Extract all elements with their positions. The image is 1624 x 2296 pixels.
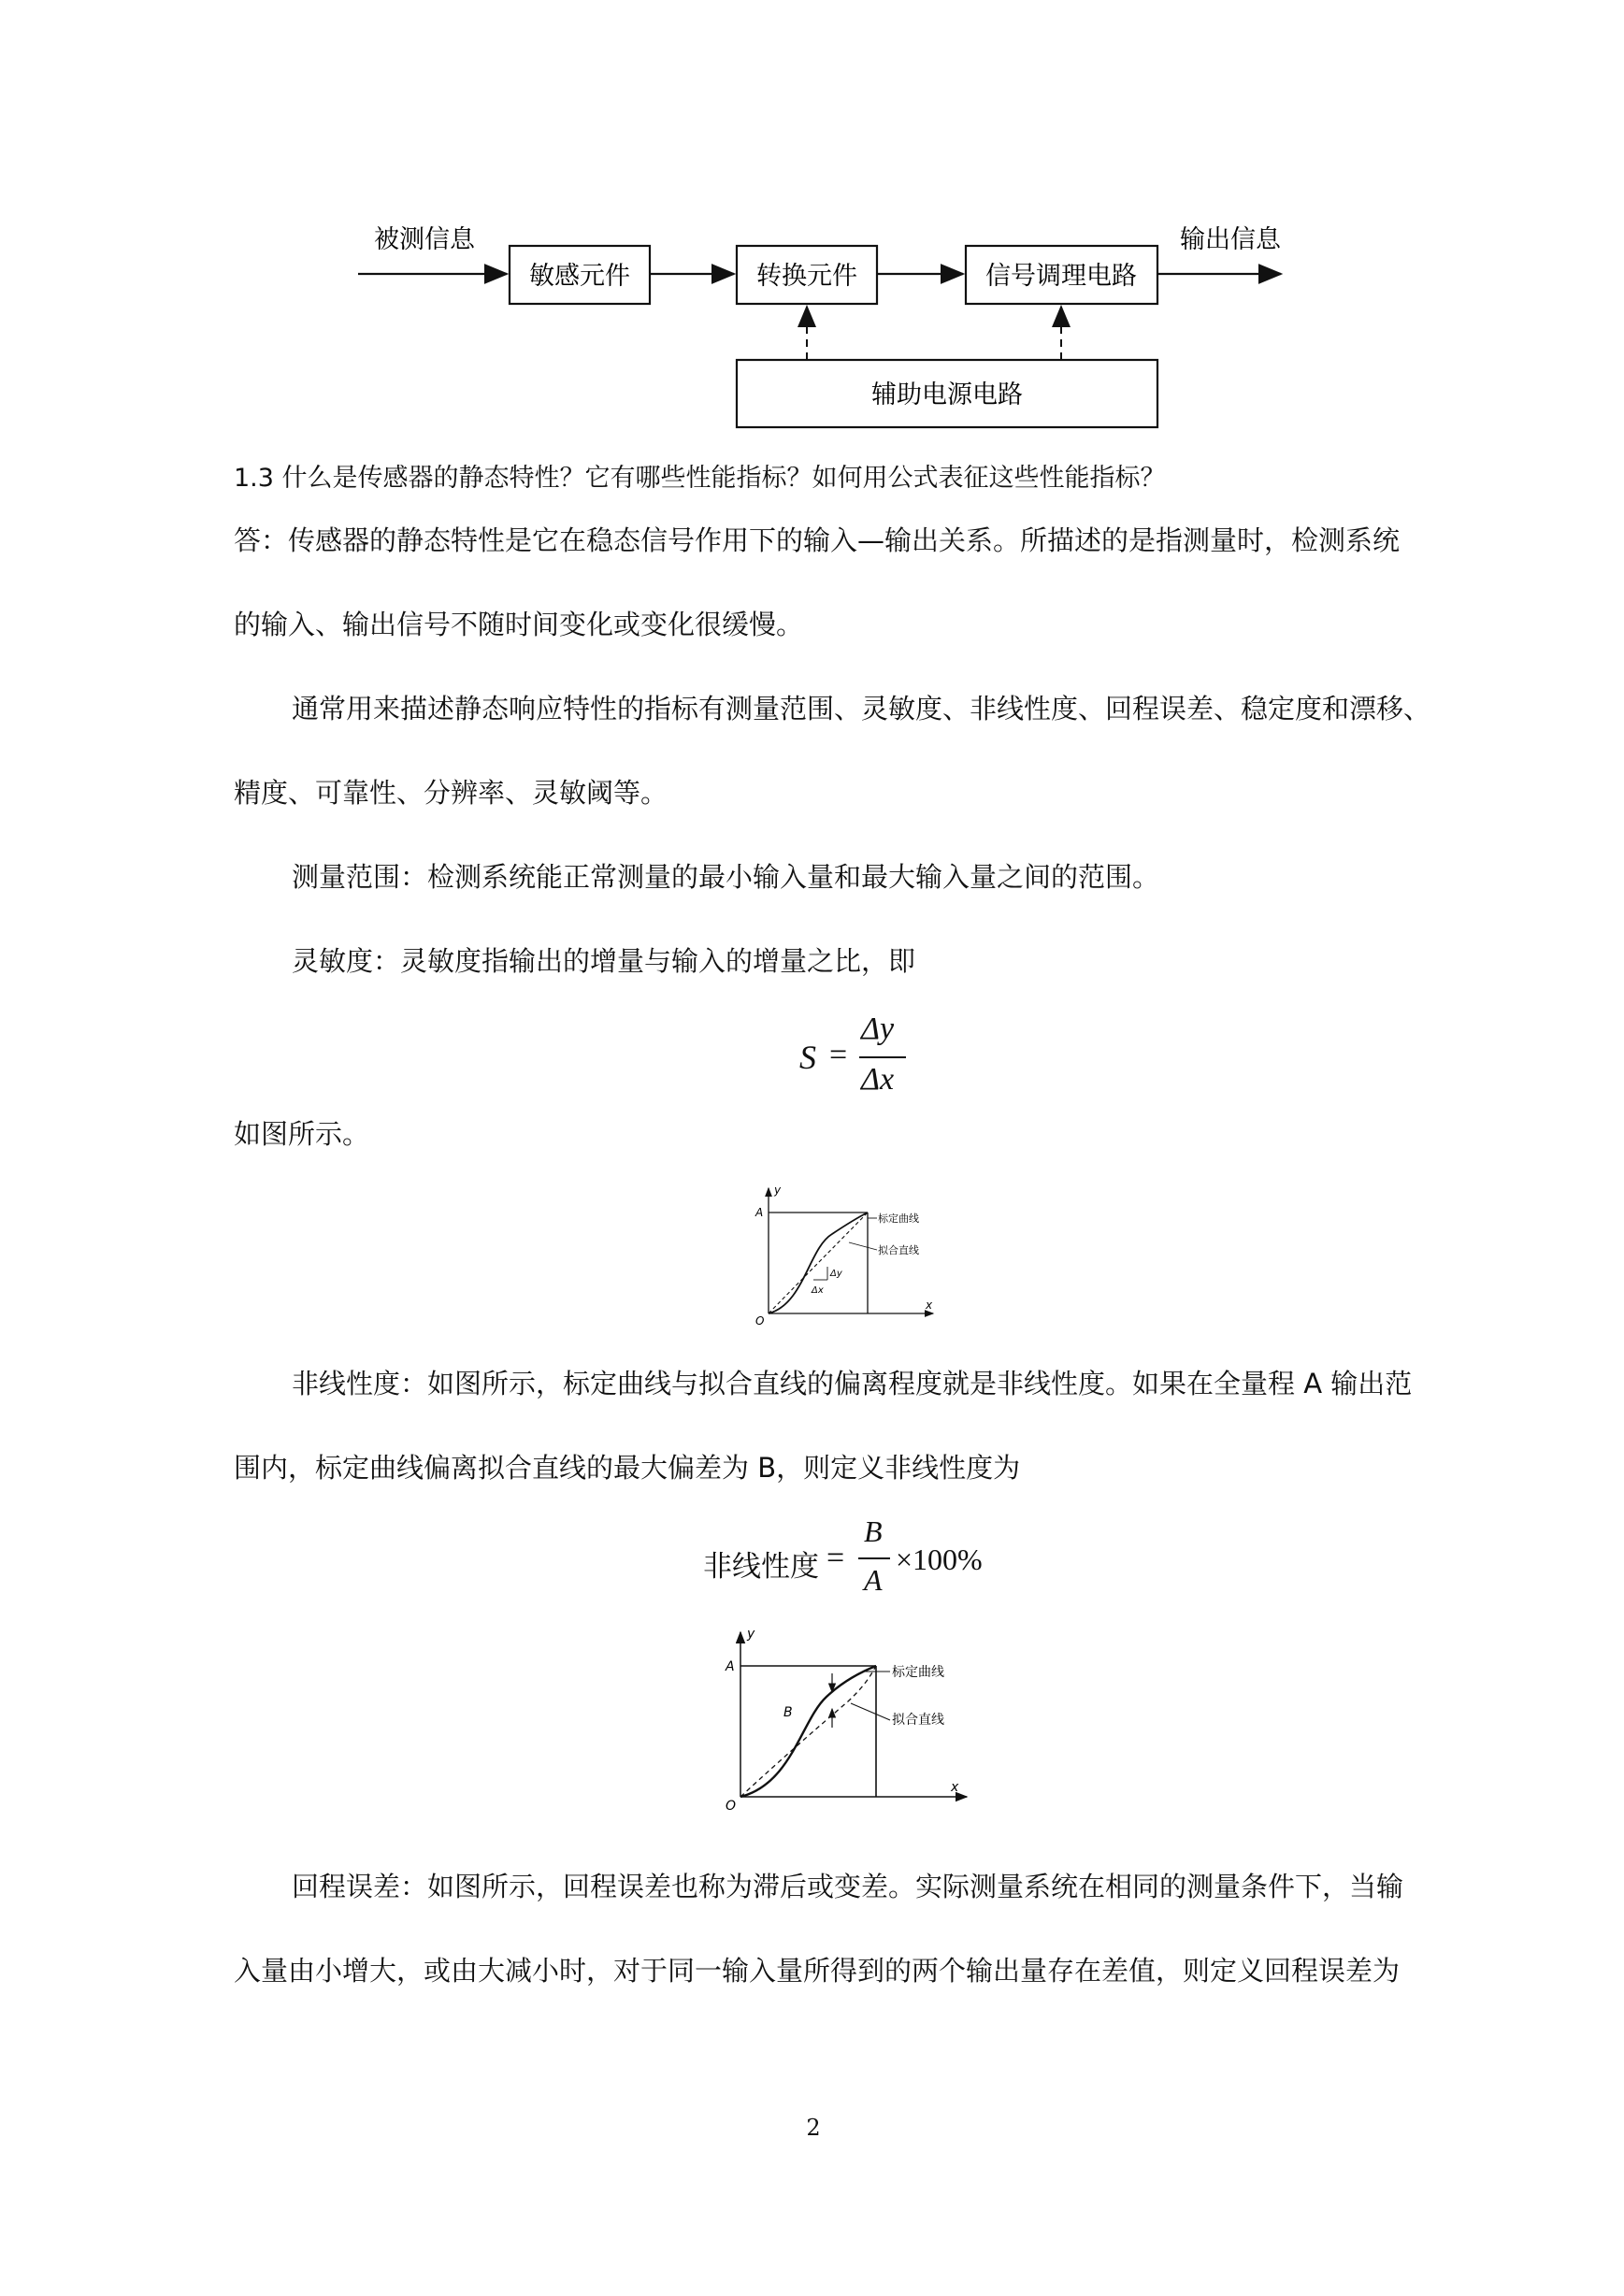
output-label: 输出信息 — [1180, 225, 1281, 254]
fig2-y-label: y — [747, 1627, 755, 1642]
fig2-calibration-curve — [740, 1666, 876, 1797]
fig2-line-leader — [851, 1703, 890, 1720]
fig1-curve-label: 标定曲线 — [878, 1213, 919, 1225]
nonlinearity-figure — [722, 1627, 974, 1814]
fig1-x-label: x — [926, 1299, 933, 1312]
formula2-percent: ×100% — [896, 1543, 983, 1576]
fig1-y-label: y — [774, 1184, 782, 1197]
fig2-curve-label: 标定曲线 — [892, 1665, 944, 1680]
formula2-equals: = — [826, 1541, 845, 1575]
measurement-range-definition: 测量范围：检测系统能正常测量的最小输入量和最大输入量之间的范围。 — [292, 861, 1160, 893]
fig1-line-leader — [849, 1242, 877, 1250]
fig2-fitted-line — [740, 1666, 876, 1797]
nonlinearity-line-2: 围内，标定曲线偏离拟合直线的最大偏差为 B，则定义非线性度为 — [234, 1452, 1021, 1484]
formula2-numerator: B — [864, 1514, 883, 1548]
block-diagram — [346, 210, 1309, 439]
formula2-lhs: 非线性度 — [703, 1550, 819, 1584]
sensitivity-formula — [799, 1012, 912, 1105]
indicators-line-1: 通常用来描述静态响应特性的指标有测量范围、灵敏度、非线性度、回程误差、稳定度和漂移、 — [292, 693, 1431, 725]
sensitivity-figure — [748, 1183, 944, 1327]
sensitivity-definition: 灵敏度：灵敏度指输出的增量与输入的增量之比，即 — [292, 945, 916, 977]
fig1-origin-label: O — [755, 1314, 765, 1327]
nonlinearity-formula — [703, 1514, 1012, 1608]
fig2-x-label: x — [951, 1780, 959, 1795]
nonlinearity-line-1: 非线性度：如图所示，标定曲线与拟合直线的偏离程度就是非线性度。如果在全量程 A 输出范 — [292, 1368, 1413, 1399]
fig1-A-label: A — [755, 1206, 764, 1219]
formula1-numerator: Δy — [861, 1012, 895, 1046]
box-conversion-element-label: 转换元件 — [756, 262, 857, 291]
hysteresis-line-1: 回程误差：如图所示，回程误差也称为滞后或变差。实际测量系统在相同的测量条件下，当输 — [292, 1871, 1404, 1902]
formula1-equals: = — [829, 1038, 848, 1072]
formula1-lhs: S — [799, 1039, 816, 1076]
box-power-supply-label: 辅助电源电路 — [871, 380, 1023, 409]
formula2-denominator: A — [864, 1563, 883, 1597]
fig2-B-label: B — [783, 1705, 793, 1720]
formula1-denominator: Δx — [861, 1062, 895, 1097]
box-sensing-element-label: 敏感元件 — [529, 262, 630, 291]
input-label: 被测信息 — [374, 225, 475, 254]
answer-line-2: 的输入、输出信号不随时间变化或变化很缓慢。 — [234, 609, 804, 640]
fig2-line-label: 拟合直线 — [892, 1713, 944, 1728]
box-signal-conditioning-label: 信号调理电路 — [985, 262, 1137, 291]
fig1-line-label: 拟合直线 — [878, 1244, 919, 1256]
indicators-line-2: 精度、可靠性、分辨率、灵敏阈等。 — [234, 777, 668, 809]
as-shown-text: 如图所示。 — [234, 1118, 370, 1150]
fig2-origin-label: O — [726, 1799, 737, 1814]
formula1-fraction-bar — [859, 1056, 906, 1058]
fig2-A-label: A — [726, 1659, 735, 1674]
fig1-dx-label: Δx — [812, 1285, 824, 1296]
answer-line-1: 答：传感器的静态特性是它在稳态信号作用下的输入—输出关系。所描述的是指测量时，检测系统 — [234, 524, 1401, 556]
hysteresis-line-2: 入量由小增大，或由大减小时，对于同一输入量所得到的两个输出量存在差值，则定义回程误差为 — [234, 1955, 1401, 1987]
formula2-fraction-bar — [858, 1557, 890, 1559]
question-1-3: 1.3 什么是传感器的静态特性？它有哪些性能指标？如何用公式表征这些性能指标？ — [234, 464, 1166, 493]
fig1-fitted-line — [769, 1213, 868, 1313]
fig1-dy-label: Δy — [830, 1269, 842, 1279]
page-number: 2 — [806, 2115, 821, 2141]
